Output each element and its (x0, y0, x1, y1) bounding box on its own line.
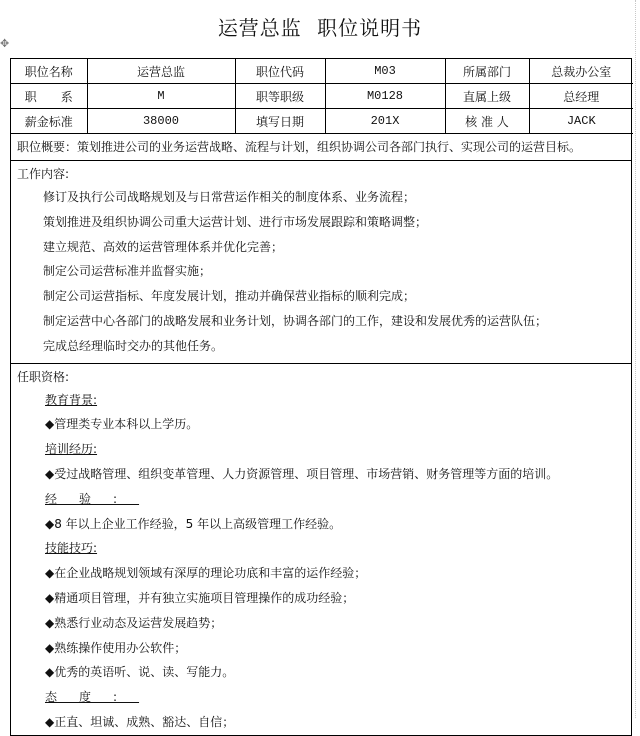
label-cell: 填写日期 (235, 109, 325, 134)
value-cell: M (87, 84, 235, 109)
section-heading: 任职资格: (17, 369, 70, 384)
list-item: 制定运营中心各部门的战略发展和业务计划，协调各部门的工作，建设和发展优秀的运营队伍； (43, 313, 548, 328)
work-content-section (11, 161, 631, 364)
page-edge (635, 0, 636, 718)
info-table (11, 59, 633, 134)
list-item: ◆在企业战略规划领域有深厚的理论功底和丰富的运作经验； (45, 566, 367, 581)
list-item: ◆熟练操作使用办公软件； (45, 640, 187, 655)
qualifications-section (11, 364, 631, 735)
table-row (11, 109, 633, 134)
subheading-attitude: 态度: (45, 690, 140, 705)
page-title: 运营总监 职位说明书 (217, 16, 423, 40)
list-item: ◆熟悉行业动态及运营发展趋势； (45, 615, 223, 630)
subheading-experience: 经验: (45, 491, 140, 506)
section-heading: 工作内容: (17, 167, 70, 181)
label-cell: 职位代码 (235, 59, 325, 84)
list-item: 修订及执行公司战略规划及与日常营运作相关的制度体系、业务流程； (43, 190, 416, 204)
list-item: 建立规范、高效的运营管理体系并优化完善； (43, 239, 284, 254)
table-row (11, 84, 633, 109)
list-item: ◆优秀的英语听、说、读、写能力。 (45, 665, 235, 680)
list-item: 完成总经理临时交办的其他任务。 (43, 338, 224, 353)
value-cell: JACK (529, 109, 633, 134)
value-cell: 总经理 (529, 84, 633, 109)
label-cell: 核 准 人 (445, 109, 529, 134)
label-cell: 直属上级 (445, 84, 529, 109)
value-cell: 38000 (87, 109, 235, 134)
value-cell: 201X (325, 109, 445, 134)
label-cell: 职位名称 (11, 59, 87, 84)
label-cell: 所属部门 (445, 59, 529, 84)
value-cell: M03 (325, 59, 445, 84)
subheading-training: 培训经历: (45, 442, 98, 457)
value-cell: M0128 (325, 84, 445, 109)
list-item: ◆8 年以上企业工作经验，5 年以上高级管理工作经验。 (45, 516, 342, 531)
value-cell: 总裁办公室 (529, 59, 633, 84)
list-item: 制定公司运营标准并监督实施； (43, 264, 212, 279)
label-cell: 职 系 (11, 84, 87, 109)
subheading-skills: 技能技巧: (45, 541, 98, 556)
table-move-handle-icon[interactable]: ✥ (0, 37, 10, 50)
list-item: 制定公司运营指标、年度发展计划，推动并确保营业指标的顺利完成； (43, 289, 416, 304)
label-cell: 职等职级 (235, 84, 325, 109)
list-item: 策划推进及组织协调公司重大运营计划、进行市场发展跟踪和策略调整； (43, 214, 428, 229)
value-cell: 运营总监 (87, 59, 235, 84)
list-item: ◆管理类专业本科以上学历。 (45, 417, 199, 432)
job-description-document (10, 58, 632, 736)
list-item: ◆受过战略管理、组织变革管理、人力资源管理、项目管理、市场营销、财务管理等方面的培训。 (45, 466, 559, 481)
label-cell: 薪金标准 (11, 109, 87, 134)
subheading-education: 教育背景: (45, 392, 98, 407)
list-item: ◆精通项目管理，并有独立实施项目管理操作的成功经验； (45, 590, 355, 605)
list-item: ◆正直、坦诚、成熟、豁达、自信； (45, 714, 235, 729)
table-row (11, 59, 633, 84)
job-overview: 职位概要：策划推进公司的业务运营战略、流程与计划，组织协调公司各部门执行、实现公司的运营目标。 (11, 134, 631, 161)
